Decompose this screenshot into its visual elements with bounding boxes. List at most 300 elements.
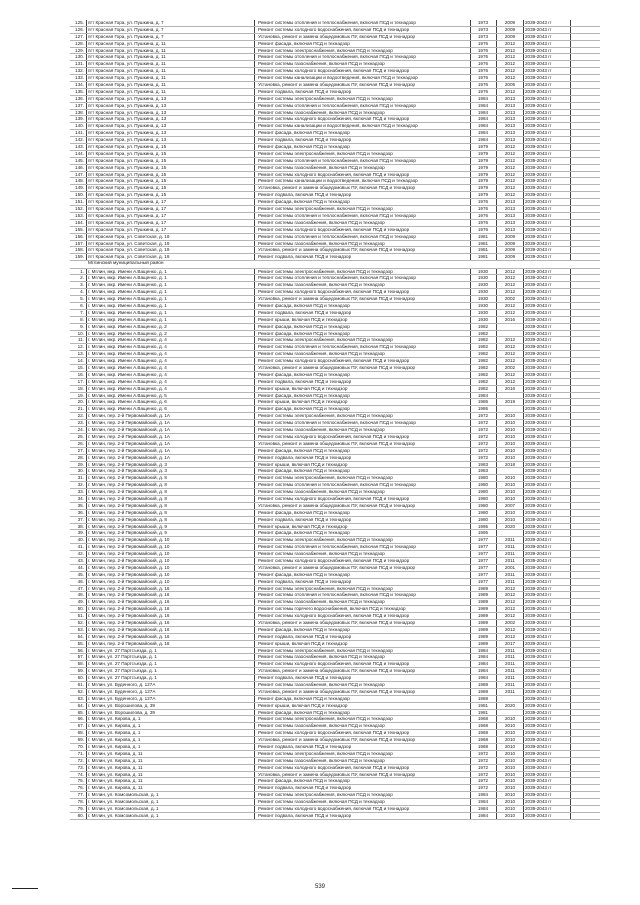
table-row — [70, 151, 600, 158]
row-number: 63. — [77, 695, 84, 701]
column-divider — [496, 475, 497, 481]
column-divider — [523, 61, 524, 67]
column-divider — [570, 254, 571, 260]
table-row — [70, 41, 600, 48]
planned-period-cell: 2039-2043 гг — [525, 489, 552, 495]
table-row — [70, 668, 600, 675]
column-divider — [470, 82, 471, 88]
column-divider — [254, 517, 255, 523]
planned-period-cell: 2039-2043 гг — [525, 82, 552, 88]
column-divider — [86, 558, 87, 564]
column-divider — [570, 303, 571, 309]
row-number: 26. — [77, 440, 84, 446]
column-divider — [254, 813, 255, 819]
address-cell: г. Мглин, мкр. Имени А.Ващенко, д. 4 — [88, 344, 167, 350]
build-year-cell: 1982 — [477, 358, 489, 364]
column-divider — [254, 199, 255, 205]
column-divider — [496, 130, 497, 136]
column-divider — [523, 751, 524, 757]
column-divider — [496, 710, 497, 716]
address-cell: г. Мглин, ул. Кирова, д. 1 — [88, 737, 141, 743]
address-cell: г. Мглин, ул. 27 Партсъезда, д. 1 — [88, 654, 157, 660]
planned-period-cell: 2039-2043 гг — [525, 192, 552, 198]
work-type-cell: Ремонт системы газоснабжения, включая ПСД и технадзор — [258, 109, 385, 115]
table-row — [70, 772, 600, 779]
column-divider — [570, 751, 571, 757]
table-row — [70, 634, 600, 641]
column-divider — [470, 317, 471, 323]
column-divider — [86, 158, 87, 164]
table-row — [70, 269, 600, 276]
row-number: 128. — [75, 40, 84, 46]
column-divider — [86, 462, 87, 468]
work-type-cell: Установка, ремонт и замена общедомовых ПУ, включая ПСД и технадзор — [258, 33, 416, 39]
table-row — [70, 34, 600, 41]
row-number: 43. — [77, 557, 84, 563]
column-divider — [570, 813, 571, 819]
work-type-cell: Установка, ремонт и замена общедомовых ПУ, включая ПСД и технадзор — [258, 440, 416, 446]
column-divider — [570, 406, 571, 412]
column-divider — [496, 455, 497, 461]
work-type-cell: Ремонт системы холодного водоснабжения, включая ПСД и технадзор — [258, 116, 410, 122]
table-row — [70, 241, 600, 248]
column-divider — [570, 54, 571, 60]
planned-period-cell: 2039-2043 гг — [525, 26, 552, 32]
row-number: 60. — [77, 675, 84, 681]
column-divider — [86, 206, 87, 212]
row-number: 142. — [75, 137, 84, 143]
column-divider — [496, 116, 497, 122]
column-divider — [86, 89, 87, 95]
planned-period-cell: 2039-2043 гг — [525, 275, 552, 281]
address-cell: г. Мглин, пер. 2-й Первомайский, д. 10 — [88, 537, 170, 543]
last-repair-year-cell: 2011 — [505, 668, 515, 674]
column-divider — [570, 427, 571, 433]
column-divider — [86, 737, 87, 743]
column-divider — [523, 558, 524, 564]
column-divider — [470, 524, 471, 530]
row-number: 39. — [77, 530, 84, 536]
column-divider — [86, 710, 87, 716]
address-cell: г. Мглин, ул. 27 Партсъезда, д. 1 — [88, 661, 157, 667]
column-divider — [86, 103, 87, 109]
column-divider — [254, 206, 255, 212]
address-cell: пгт Красная Гора, ул. Пушкина, д. 15 — [88, 192, 167, 198]
table-row — [70, 537, 600, 544]
column-divider — [496, 551, 497, 557]
last-repair-year-cell: 2012 — [504, 358, 516, 364]
column-divider — [496, 510, 497, 516]
column-divider — [470, 220, 471, 226]
column-divider — [496, 61, 497, 67]
column-divider — [86, 386, 87, 392]
table-row — [70, 185, 600, 192]
row-number: 146. — [75, 164, 84, 170]
address-cell: г. Мглин, мкр. Имени А.Ващенко, д. 2 — [88, 330, 167, 336]
build-year-cell: 1982 — [477, 378, 489, 384]
row-number: 11. — [77, 337, 84, 343]
work-type-cell: Ремонт крыши, включая ПСД и технадзор — [258, 523, 348, 529]
column-divider — [470, 434, 471, 440]
column-divider — [86, 247, 87, 253]
column-divider — [523, 220, 524, 226]
planned-period-cell: 2039-2043 гг — [525, 619, 552, 625]
column-divider — [570, 82, 571, 88]
last-repair-year-cell: 2012 — [504, 289, 516, 295]
column-divider — [86, 723, 87, 729]
column-divider — [570, 234, 571, 240]
row-number: 79. — [77, 806, 84, 812]
column-divider — [470, 641, 471, 647]
column-divider — [523, 103, 524, 109]
row-number: 29. — [77, 461, 84, 467]
table-row — [70, 441, 600, 448]
column-divider — [86, 178, 87, 184]
build-year-cell: 1972 — [477, 454, 489, 460]
column-divider — [470, 130, 471, 136]
column-divider — [570, 61, 571, 67]
build-year-cell: 1930 — [477, 309, 489, 315]
build-year-cell: 1980 — [477, 482, 489, 488]
column-divider — [86, 544, 87, 550]
last-repair-year-cell: 2010 — [504, 730, 516, 736]
last-repair-year-cell: 2011 — [505, 571, 515, 577]
table-row — [70, 116, 600, 123]
column-divider — [570, 413, 571, 419]
row-number: 131. — [75, 61, 84, 67]
column-divider — [86, 68, 87, 74]
build-year-cell: 1988 — [477, 695, 489, 701]
work-type-cell: Ремонт системы холодного водоснабжения, включая ПСД и технадзор — [258, 358, 410, 364]
build-year-cell: 1988 — [477, 688, 489, 694]
address-cell: пгт Красная Гора, ул. Пушкина, д. 13 — [88, 102, 167, 108]
column-divider — [86, 393, 87, 399]
work-type-cell: Ремонт системы холодного водоснабжения, включая ПСД и технадзор — [258, 495, 410, 501]
row-number: 156. — [75, 233, 84, 239]
address-cell: г. Мглин, ул. Комсомольская, д. 1 — [88, 812, 159, 818]
table-section-lower — [70, 269, 600, 820]
work-type-cell: Установка, ремонт и замена общедомовых ПУ, включая ПСД и технадзор — [258, 82, 416, 88]
row-number: 50. — [77, 606, 84, 612]
planned-period-cell: 2039-2043 гг — [525, 303, 552, 309]
column-divider — [496, 482, 497, 488]
row-number: 155. — [75, 226, 84, 232]
column-divider — [496, 565, 497, 571]
column-divider — [86, 468, 87, 474]
column-divider — [86, 475, 87, 481]
column-divider — [254, 668, 255, 674]
column-divider — [254, 89, 255, 95]
column-divider — [496, 34, 497, 40]
column-divider — [523, 572, 524, 578]
column-divider — [254, 386, 255, 392]
planned-period-cell: 2039-2043 гг — [525, 433, 552, 439]
last-repair-year-cell: 2009 — [504, 20, 516, 25]
build-year-cell: 1989 — [477, 585, 489, 591]
address-cell: пгт Красная Гора, ул. Пушкина, д. 13 — [88, 95, 167, 101]
build-year-cell: 1986 — [477, 406, 489, 412]
work-type-cell: Ремонт фасада, включая ПСД и технадзор — [258, 571, 350, 577]
work-type-cell: Ремонт системы электроснабжения, включая ПСД и технадзор — [258, 206, 393, 212]
column-divider — [86, 648, 87, 654]
column-divider — [570, 151, 571, 157]
address-cell: пгт Красная Гора, ул. Советская, д. 19 — [88, 240, 170, 246]
table-row — [70, 172, 600, 179]
column-divider — [254, 751, 255, 757]
row-number: 1. — [80, 268, 84, 274]
column-divider — [570, 344, 571, 350]
column-divider — [523, 682, 524, 688]
address-cell: г. Мглин, пер. 2-й Первомайский, д. 16 — [88, 626, 170, 632]
build-year-cell: 1981 — [477, 702, 489, 708]
row-number: 48. — [77, 592, 84, 598]
address-cell: г. Мглин, пер. 2-й Первомайский, д. 10 — [88, 557, 170, 563]
column-divider — [523, 592, 524, 598]
address-cell: г. Мглин, мкр. Имени А.Ващенко, д. 4 — [88, 385, 167, 391]
column-divider — [523, 185, 524, 191]
column-divider — [496, 213, 497, 219]
column-divider — [570, 185, 571, 191]
work-type-cell: Ремонт подвала, включая ПСД и технадзор — [258, 454, 352, 460]
column-divider — [86, 358, 87, 364]
build-year-cell: 1972 — [477, 764, 489, 770]
last-repair-year-cell: 2011 — [505, 647, 515, 653]
address-cell: г. Мглин, мкр. Имени А.Ващенко, д. 5 — [88, 392, 167, 398]
planned-period-cell: 2039-2043 гг — [525, 806, 552, 812]
column-divider — [570, 586, 571, 592]
column-divider — [86, 185, 87, 191]
planned-period-cell: 2039-2043 гг — [525, 296, 552, 302]
column-divider — [496, 765, 497, 771]
row-number: 52. — [77, 619, 84, 625]
column-divider — [570, 792, 571, 798]
last-repair-year-cell: 2012 — [504, 150, 516, 156]
column-divider — [470, 427, 471, 433]
row-number: 78. — [77, 799, 84, 805]
table-row — [70, 613, 600, 620]
build-year-cell: 1976 — [477, 61, 489, 67]
column-divider — [570, 703, 571, 709]
column-divider — [86, 448, 87, 454]
address-cell: г. Мглин, пер. 2-й Первомайский, д. 8 — [88, 475, 167, 481]
table-row — [70, 289, 600, 296]
column-divider — [86, 289, 87, 295]
row-number: 9. — [80, 323, 84, 329]
work-type-cell: Ремонт системы газоснабжения, включая ПСД и технадзор — [258, 757, 385, 763]
column-divider — [523, 689, 524, 695]
work-type-cell: Ремонт подвала, включая ПСД и технадзор — [258, 633, 352, 639]
column-divider — [254, 110, 255, 116]
column-divider — [496, 806, 497, 812]
column-divider — [470, 379, 471, 385]
row-number: 153. — [75, 212, 84, 218]
column-divider — [254, 130, 255, 136]
column-divider — [470, 110, 471, 116]
column-divider — [254, 123, 255, 129]
column-divider — [254, 427, 255, 433]
table-row — [70, 579, 600, 586]
column-divider — [470, 785, 471, 791]
planned-period-cell: 2039-2043 гг — [525, 757, 552, 763]
table-row — [70, 737, 600, 744]
column-divider — [570, 537, 571, 543]
address-cell: г. Мглин, ул. Кирова, д. 11 — [88, 785, 143, 791]
table-row — [70, 606, 600, 613]
column-divider — [496, 379, 497, 385]
column-divider — [86, 579, 87, 585]
column-divider — [523, 503, 524, 509]
column-divider — [254, 220, 255, 226]
row-number: 37. — [77, 516, 84, 522]
row-number: 57. — [77, 654, 84, 660]
table-row — [70, 510, 600, 517]
address-cell: г. Мглин, мкр. Имени А.Ващенко, д. 1 — [88, 309, 167, 315]
column-divider — [496, 289, 497, 295]
column-divider — [470, 730, 471, 736]
column-divider — [570, 696, 571, 702]
column-divider — [523, 675, 524, 681]
build-year-cell: 1980 — [477, 516, 489, 522]
last-repair-year-cell: 2011 — [505, 654, 515, 660]
build-year-cell: 1982 — [477, 344, 489, 350]
column-divider — [496, 537, 497, 543]
last-repair-year-cell: 2009 — [504, 247, 516, 253]
column-divider — [570, 393, 571, 399]
address-cell: г. Мглин, ул. Ворошилова, д. 39 — [88, 709, 155, 715]
work-type-cell: Ремонт фасада, включая ПСД и технадзор — [258, 695, 350, 701]
column-divider — [86, 61, 87, 67]
table-row — [70, 123, 600, 130]
address-cell: г. Мглин, ул. Комсомольская, д. 1 — [88, 792, 159, 798]
column-divider — [254, 716, 255, 722]
column-divider — [470, 689, 471, 695]
row-number: 54. — [77, 633, 84, 639]
column-divider — [254, 682, 255, 688]
work-type-cell: Ремонт системы холодного водоснабжения, включая ПСД и технадзор — [258, 661, 410, 667]
column-divider — [254, 462, 255, 468]
last-repair-year-cell: 2011 — [505, 688, 515, 694]
column-divider — [470, 744, 471, 750]
column-divider — [523, 420, 524, 426]
column-divider — [86, 413, 87, 419]
last-repair-year-cell: 2010 — [504, 792, 516, 798]
build-year-cell: 1984 — [477, 116, 489, 122]
row-number: 71. — [77, 750, 84, 756]
column-divider — [470, 337, 471, 343]
column-divider — [86, 620, 87, 626]
column-divider — [470, 489, 471, 495]
last-repair-year-cell: 2018 — [504, 461, 516, 467]
table-row — [70, 296, 600, 303]
work-type-cell: Ремонт системы холодного водоснабжения, включая ПСД и технадзор — [258, 806, 410, 812]
address-cell: г. Мглин, пер. 2-й Первомайский, д. 10 — [88, 544, 170, 550]
column-divider — [470, 358, 471, 364]
column-divider — [470, 675, 471, 681]
column-divider — [470, 737, 471, 743]
column-divider — [496, 269, 497, 275]
column-divider — [86, 331, 87, 337]
column-divider — [254, 420, 255, 426]
column-divider — [523, 813, 524, 819]
column-divider — [496, 27, 497, 33]
address-cell: г. Мглин, ул. Кирова, д. 11 — [88, 757, 143, 763]
column-divider — [523, 151, 524, 157]
column-divider — [470, 289, 471, 295]
column-divider — [570, 178, 571, 184]
row-number: 51. — [77, 613, 84, 619]
row-number: 25. — [77, 433, 84, 439]
column-divider — [496, 758, 497, 764]
column-divider — [570, 668, 571, 674]
column-divider — [496, 696, 497, 702]
column-divider — [254, 151, 255, 157]
column-divider — [254, 627, 255, 633]
build-year-cell: 1979 — [477, 192, 489, 198]
build-year-cell: 1980 — [477, 495, 489, 501]
planned-period-cell: 2039-2043 гг — [525, 799, 552, 805]
column-divider — [496, 20, 497, 26]
column-divider — [254, 799, 255, 805]
table-row — [70, 48, 600, 55]
column-divider — [86, 682, 87, 688]
work-type-cell: Ремонт фасада, включая ПСД и технадзор — [258, 330, 350, 336]
work-type-cell: Установка, ремонт и замена общедомовых ПУ, включая ПСД и технадзор — [258, 247, 416, 253]
address-cell: г. Мглин, мкр. Имени А.Ващенко, д. 4 — [88, 337, 167, 343]
build-year-cell: 1930 — [477, 282, 489, 288]
column-divider — [570, 627, 571, 633]
column-divider — [254, 641, 255, 647]
planned-period-cell: 2039-2043 гг — [525, 509, 552, 515]
table-row — [70, 27, 600, 34]
row-number: 154. — [75, 219, 84, 225]
column-divider — [523, 130, 524, 136]
address-cell: пгт Красная Гора, ул. Пушкина, д. 15 — [88, 178, 167, 184]
build-year-cell: 1976 — [477, 199, 489, 205]
column-divider — [496, 751, 497, 757]
column-divider — [496, 351, 497, 357]
column-divider — [496, 785, 497, 791]
last-repair-year-cell: 2011 — [505, 557, 515, 563]
column-divider — [254, 620, 255, 626]
column-divider — [86, 310, 87, 316]
address-cell: г. Мглин, ул. 27 Партсъезда, д. 1 — [88, 668, 157, 674]
table-row — [70, 234, 600, 241]
planned-period-cell: 2039-2043 гг — [525, 185, 552, 191]
column-divider — [496, 192, 497, 198]
column-divider — [470, 344, 471, 350]
column-divider — [523, 296, 524, 302]
build-year-cell: 1984 — [477, 102, 489, 108]
table-row — [70, 372, 600, 379]
table-row — [70, 379, 600, 386]
work-type-cell: Ремонт фасада, включая ПСД и технадзор — [258, 709, 350, 715]
column-divider — [470, 34, 471, 40]
column-divider — [254, 317, 255, 323]
column-divider — [570, 241, 571, 247]
column-divider — [496, 627, 497, 633]
column-divider — [523, 710, 524, 716]
address-cell: пгт Красная Гора, ул. Пушкина, д. 11 — [88, 88, 166, 94]
work-type-cell: Ремонт системы электроснабжения, включая ПСД и технадзор — [258, 150, 393, 156]
address-cell: г. Мглин, пер. 2-й Первомайский, д. 8 — [88, 482, 167, 488]
column-divider — [523, 20, 524, 26]
column-divider — [254, 303, 255, 309]
column-divider — [254, 185, 255, 191]
column-divider — [86, 234, 87, 240]
column-divider — [470, 710, 471, 716]
last-repair-year-cell: 2009 — [504, 33, 516, 39]
last-repair-year-cell: 2012 — [504, 633, 516, 639]
